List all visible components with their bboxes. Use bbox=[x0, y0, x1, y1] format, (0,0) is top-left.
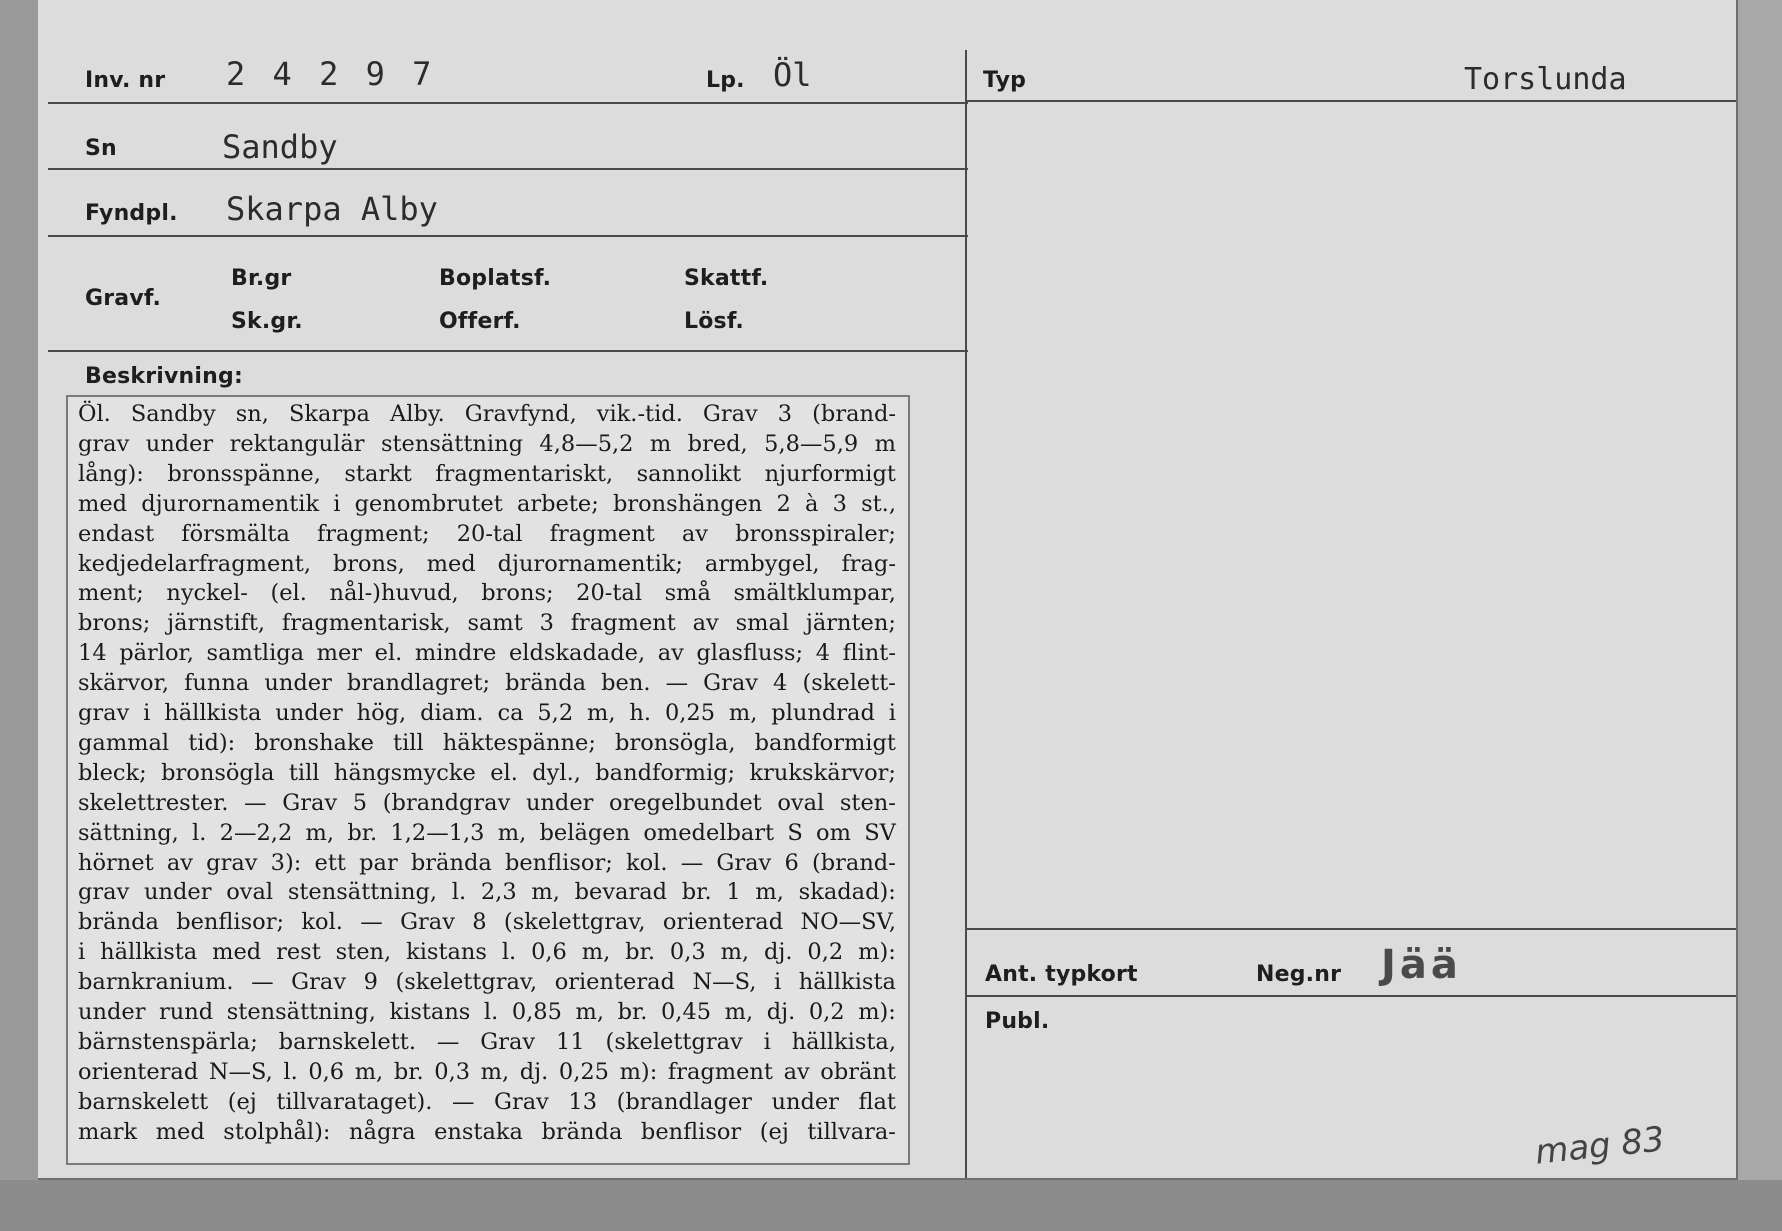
description-line: kedjedelarfragment, brons, med djurornamentik; armbygel, frag- bbox=[78, 550, 896, 577]
description-line: barnkranium. — Grav 9 (skelettgrav, orienterad N—S, i hällkista bbox=[78, 969, 896, 996]
lp-label: Lp. bbox=[706, 68, 745, 93]
gravf-label: Gravf. bbox=[85, 286, 162, 311]
fyndpl-value: Skarpa Alby bbox=[226, 190, 438, 228]
typ-value: Torslunda bbox=[1464, 62, 1627, 97]
description-line: ment; nyckel- (el. nål-)huvud, brons; 20-tal små smältklumpar, bbox=[78, 580, 896, 607]
fyndpl-label: Fyndpl. bbox=[85, 201, 178, 226]
skattf-label: Skattf. bbox=[684, 266, 769, 291]
description-line: orienterad N—S, l. 0,6 m, br. 0,3 m, dj. 0,25 m): fragment av obränt bbox=[78, 1058, 896, 1085]
description-line: 14 pärlor, samtliga mer el. mindre eldskadade, av glasfluss; 4 flint- bbox=[78, 640, 896, 667]
typ-label: Typ bbox=[983, 68, 1027, 93]
description-line: grav under oval stensättning, l. 2,3 m, bevarad br. 1 m, skadad): bbox=[78, 879, 896, 906]
description-line: Öl. Sandby sn, Skarpa Alby. Gravfynd, vik.-tid. Grav 3 (brand- bbox=[78, 401, 896, 427]
publ-label: Publ. bbox=[985, 1009, 1050, 1034]
losf-label: Lösf. bbox=[684, 309, 744, 334]
description-line: mark med stolphål): några enstaka brända benflisor (ej tillvara- bbox=[78, 1118, 896, 1145]
rule bbox=[48, 235, 968, 237]
brgr-label: Br.gr bbox=[231, 266, 292, 291]
lp-value: Öl bbox=[773, 56, 812, 94]
offerf-label: Offerf. bbox=[439, 309, 521, 334]
column-divider bbox=[965, 50, 967, 1178]
description-line: endast försmälta fragment; 20-tal fragment av bronsspiraler; bbox=[78, 520, 896, 547]
description-line: med djurornamentik i genombrutet arbete; bronshängen 2 à 3 st., bbox=[78, 490, 896, 517]
description-line: brända benflisor; kol. — Grav 8 (skelettgrav, orienterad NO—SV, bbox=[78, 909, 896, 936]
description-clipping bbox=[66, 395, 910, 1165]
ant-typkort-label: Ant. typkort bbox=[985, 962, 1138, 987]
description-line: barnskelett (ej tillvarataget). — Grav 13 (brandlager under flat bbox=[78, 1088, 896, 1115]
rule bbox=[48, 350, 968, 352]
inv-nr-label: Inv. nr bbox=[85, 68, 166, 93]
boplatsf-label: Boplatsf. bbox=[439, 266, 552, 291]
description-line: grav under rektangulär stensättning 4,8—5,2 m bred, 5,8—5,9 m bbox=[78, 430, 896, 457]
catalog-card bbox=[38, 0, 1738, 1180]
neg-nr-label: Neg.nr bbox=[1256, 962, 1342, 987]
handwritten-note: mag 83 bbox=[1533, 1119, 1667, 1173]
description-line: lång): bronsspänne, starkt fragmentariskt, sannolikt njurformigt bbox=[78, 460, 896, 487]
rule bbox=[967, 100, 1736, 102]
description-line: bleck; bronsögla till hängsmycke el. dyl., bandformig; krukskärvor; bbox=[78, 759, 896, 786]
description-line: under rund stensättning, kistans l. 0,85 m, br. 0,45 m, dj. 0,2 m): bbox=[78, 999, 896, 1025]
description-line: gammal tid): bronshake till häktespänne; bronsögla, bandformigt bbox=[78, 729, 896, 756]
rule bbox=[967, 995, 1736, 997]
description-line: sättning, l. 2—2,2 m, br. 1,2—1,3 m, belägen omedelbart S om SV bbox=[78, 819, 896, 846]
rule bbox=[48, 168, 968, 170]
sn-value: Sandby bbox=[222, 128, 338, 166]
neg-nr-value: Jää bbox=[1381, 942, 1462, 988]
rule bbox=[48, 102, 968, 104]
description-line: skelettrester. — Grav 5 (brandgrav under oregelbundet oval sten- bbox=[78, 789, 896, 816]
description-line: hörnet av grav 3): ett par brända benflisor; kol. — Grav 6 (brand- bbox=[78, 849, 896, 876]
rule bbox=[967, 928, 1736, 930]
description-line: brons; järnstift, fragmentarisk, samt 3 fragment av smal järnten; bbox=[78, 610, 896, 637]
description-line: skärvor, funna under brandlagret; brända ben. — Grav 4 (skelett- bbox=[78, 670, 896, 697]
description-line: bärnstenspärla; barnskelett. — Grav 11 (skelettgrav i hällkista, bbox=[78, 1028, 896, 1055]
description-line: grav i hällkista under hög, diam. ca 5,2 m, h. 0,25 m, plundrad i bbox=[78, 700, 896, 726]
scan-bottom-margin bbox=[0, 1180, 1782, 1231]
skgr-label: Sk.gr. bbox=[231, 309, 303, 334]
inv-nr-value: 2 4 2 9 7 bbox=[226, 55, 436, 93]
beskrivning-label: Beskrivning: bbox=[85, 364, 243, 389]
scan-right-margin bbox=[1738, 0, 1782, 1231]
sn-label: Sn bbox=[85, 136, 117, 161]
description-line: i hällkista med rest sten, kistans l. 0,6 m, br. 0,3 m, dj. 0,2 m): bbox=[78, 939, 896, 966]
